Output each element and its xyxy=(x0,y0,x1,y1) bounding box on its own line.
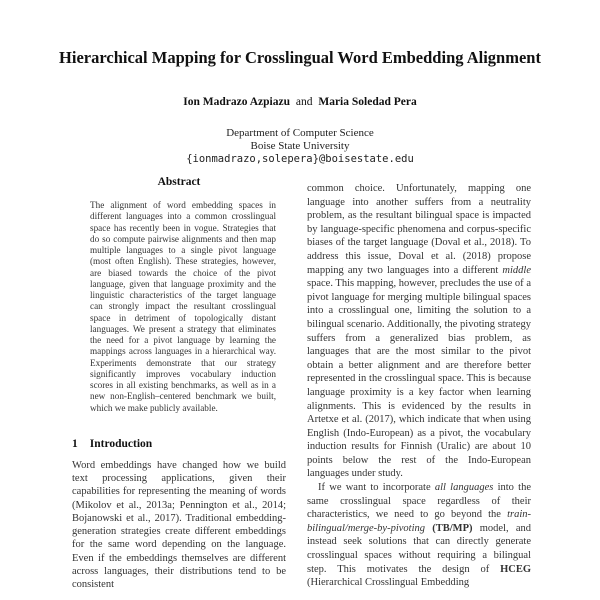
model-abbreviation: (TB/MP) xyxy=(432,522,473,534)
email: {ionmadrazo,solepera}@boisestate.edu xyxy=(186,153,414,165)
abstract-text: The alignment of word embedding spaces in different languages into a common crosslingual space has recently been in vogue. Strategies that do so compute pairwise alignments and then map multiple languages to a single pivot language (most often English). These strategies, however, are biased towards the choice of the pivot language, given that language proximity and the linguistic characteristics of the target language can strongly impact the resultant crosslingual space in detriment of topologically distant languages. We present a strategy that eliminates the need for a pivot language by learning the mappings across languages in a hierarchical way. Experiments demonstrate that our strategy significantly improves vocabulary induction scores in all existing benchmarks, as well as in a new non-English–centered benchmark we built, which we make publicly available. xyxy=(90,200,276,413)
abstract-heading: Abstract xyxy=(157,176,201,188)
affiliation xyxy=(0,127,600,166)
department: Department of Computer Science xyxy=(226,127,374,139)
paper-title: Hierarchical Mapping for Crosslingual Word Embedding Alignment xyxy=(59,48,541,67)
text-run: into the same crosslingual space regardless of their characteristics, we need to go beyond the xyxy=(307,482,531,521)
emphasis: all languages xyxy=(434,482,494,494)
text-run: If we want to incorporate xyxy=(318,482,435,494)
text-run: model, and instead seek solutions that can directly generate crosslingual spaces without requiring a bilingual step. This motivates the design of xyxy=(307,522,531,575)
right-column xyxy=(307,182,531,590)
author-line xyxy=(0,96,600,108)
body-paragraph xyxy=(307,182,531,481)
left-column xyxy=(72,176,286,591)
emphasis: middle xyxy=(502,264,531,276)
text-run: common choice. Unfortunately, mapping one language into another suffers from a neutrality problem, as the resultant bilingual space is impacted by language-specific phenomena and corpus-specific biases of the target language (Doval et al., 2018). To address this issue, Doval et al. (2018) propose mapping any two languages into a different xyxy=(307,183,531,276)
author-conjunction: and xyxy=(295,96,313,108)
author-name: Ion Madrazo Azpiazu xyxy=(183,96,290,108)
intro-paragraph: Word embeddings have changed how we build text processing applications, given their capabilities for representing the meaning of words (Mikolov et al., 2013a; Pennington et al., 2014; Bojanowski et al., 2017). Traditional embedding-generation strategies create different embeddings for the same word depending on the language. Even if the embeddings themselves are different across languages, their distributions tend to be consistent xyxy=(72,459,286,590)
section-heading xyxy=(72,438,286,450)
body-paragraph xyxy=(307,481,531,590)
text-run: space. This mapping, however, precludes the use of a pivot language for merging multiple bilingual spaces into a crosslingual one, limiting the solution to a bilingual scenario. Additionally, the pivoting strategy suffers from a generalized bias problem, as languages that are the most similar to the pivot obtain a better alignment and are therefore better represented in the crosslingual space. This is because language proximity is a key factor when learning alignments. This is evidenced by the results in Artetxe et al. (2017), which indicate that when using English (Indo-European) as a pivot, the vocabulary induction results for Finnish (Uralic) are about 10 points below the rest of the Indo-European languages under study. xyxy=(307,278,531,480)
text-run: (Hierarchical Crosslingual Embedding xyxy=(307,577,470,589)
emphasis: train-bilingual/merge-by-pivoting xyxy=(307,509,531,534)
author-name: Maria Soledad Pera xyxy=(318,96,417,108)
university: Boise State University xyxy=(250,140,350,152)
model-name: HCEG xyxy=(500,563,531,575)
section-title: Introduction xyxy=(89,437,153,450)
section-number: 1 xyxy=(72,437,78,450)
